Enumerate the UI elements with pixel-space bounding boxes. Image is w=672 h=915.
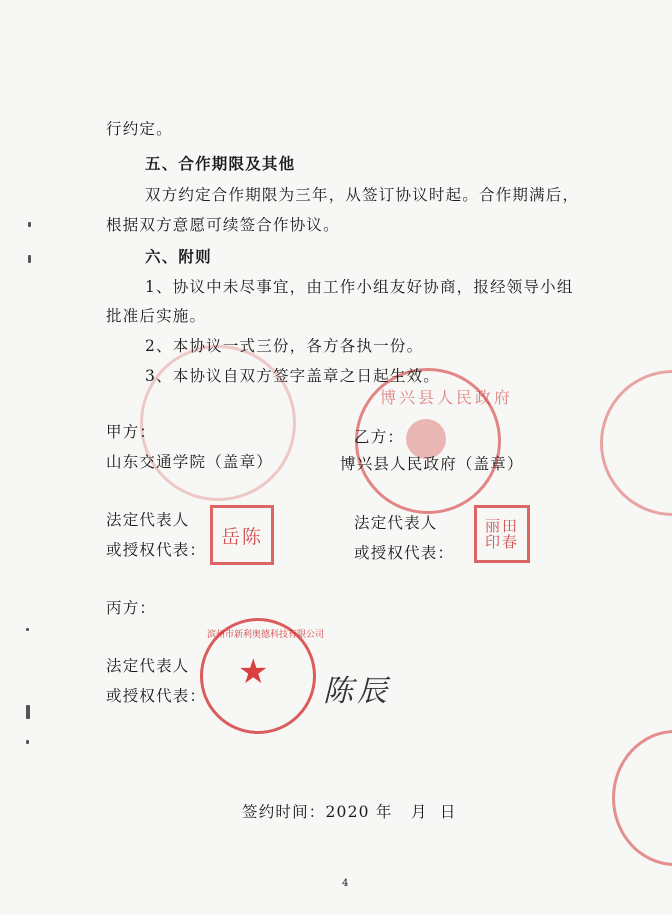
paragraph-line: 3、本协议自双方签字盖章之日起生效。 [145,367,440,385]
star-icon: ★ [238,652,269,692]
paragraph-line: 批准后实施。 [106,307,207,325]
section-heading-6: 六、附则 [145,248,212,266]
bing-company-seal [200,618,325,734]
edge-seal-right-bottom [612,730,672,866]
bing-seal-text: 滨州市新利奥德科技有限公司 [207,630,325,640]
party-jia-label: 甲方： [106,423,157,441]
paragraph-line: 双方约定合作期限为三年，从签订协议时起。合作期满后， [145,186,580,204]
party-yi-name: 博兴县人民政府（盖章） [340,455,524,473]
yi-rep-line1: 法定代表人 [354,514,438,532]
section-heading-5: 五、合作期限及其他 [145,155,296,173]
jia-rep-line2: 或授权代表： [106,541,207,559]
paragraph-line: 1、协议中未尽事宜，由工作小组友好协商，报经领导小组 [145,278,574,296]
bing-rep-line2: 或授权代表： [106,687,207,705]
yi-personal-seal [474,505,530,563]
party-yi-label: 乙方： [354,428,405,446]
yi-seal-text: 丽田印春 [484,516,519,551]
jia-seal-text: 岳陈 [220,525,263,548]
bing-rep-line1: 法定代表人 [106,657,190,675]
paragraph-line: 根据双方意愿可续签合作协议。 [106,216,340,234]
jia-personal-seal [210,505,274,565]
signing-date: 签约时间：2020 年 月 日 [242,803,457,821]
scan-mark [26,705,30,719]
scan-mark [26,740,29,744]
paragraph-line: 行约定。 [106,120,173,138]
scan-mark [28,255,31,263]
yi-seal-text: 博兴县人民政府 [380,388,514,407]
signature: 陈辰 [323,674,391,709]
party-jia-name: 山东交通学院（盖章） [106,453,274,471]
page-number: 4 [342,878,349,889]
edge-seal-right-top [600,370,672,516]
scan-mark [26,628,29,631]
scan-mark [28,222,31,227]
paragraph-line: 2、本协议一式三份，各方各执一份。 [145,337,424,355]
jia-rep-line1: 法定代表人 [106,511,190,529]
yi-rep-line2: 或授权代表： [354,544,455,562]
party-bing-label: 丙方： [106,599,157,617]
